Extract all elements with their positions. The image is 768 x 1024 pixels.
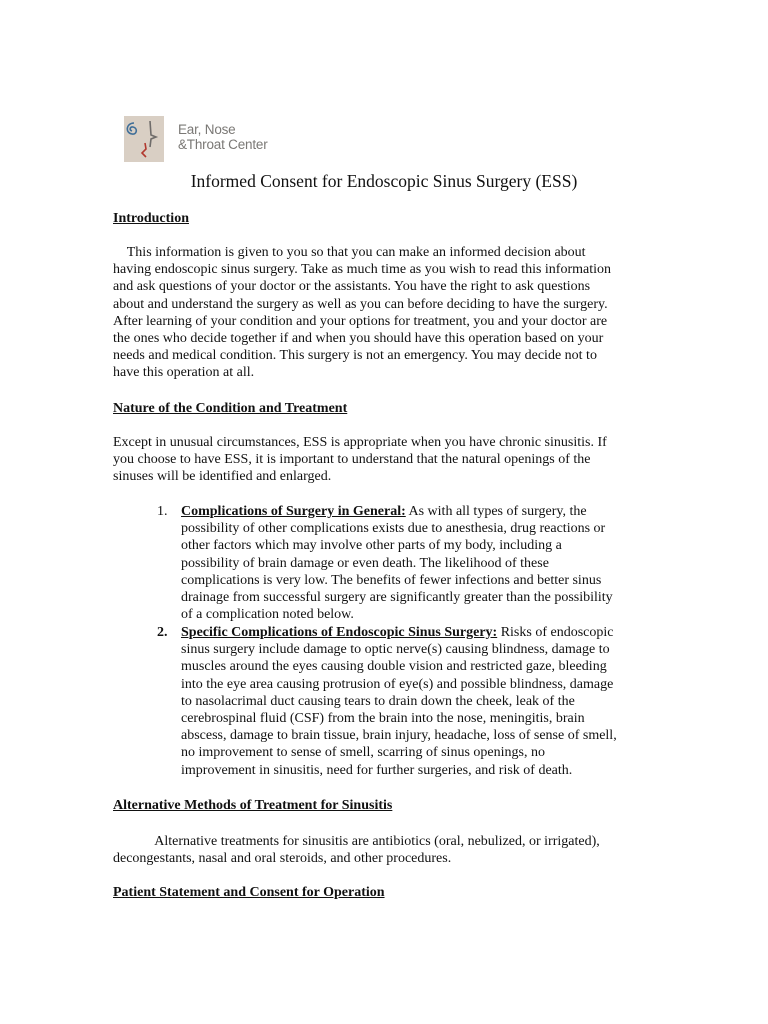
list-item-line: cerebrospinal fluid (CSF) from the brain into the nose, meningitis, brain bbox=[181, 711, 585, 727]
list-item-line: to nasolacrimal duct causing tears to drain down the cheek, leak of the bbox=[181, 693, 575, 709]
face-profile-logo-icon bbox=[120, 113, 168, 165]
paragraph-line: decongestants, nasal and oral steroids, and other procedures. bbox=[113, 851, 452, 867]
logo-wordmark bbox=[178, 122, 268, 152]
paragraph-line: needs and medical condition. This surgery is not an emergency. You may decide not to bbox=[113, 348, 597, 364]
list-item-line: into the eye area causing protrusion of eye(s) and possible blindness, damage bbox=[181, 676, 614, 692]
ent-center-logo bbox=[120, 113, 290, 165]
list-item-line: other factors which may involve other parts of my body, including a bbox=[181, 538, 562, 554]
paragraph-line: After learning of your condition and your options for treatment, you and your doctor are bbox=[113, 313, 608, 329]
logo-line-2: &Throat Center bbox=[178, 137, 268, 152]
document-title: Informed Consent for Endoscopic Sinus Surgery (ESS) bbox=[190, 171, 578, 191]
list-item-line: drainage from successful surgery are significantly greater than the possibility bbox=[181, 590, 613, 606]
list-item-line: improvement in sinusitis, need for further surgeries, and risk of death. bbox=[181, 762, 573, 778]
section-heading-consent: Patient Statement and Consent for Operation bbox=[113, 885, 385, 900]
list-item-line: no improvement to sense of smell, scarring of sinus openings, no bbox=[181, 745, 545, 761]
paragraph-line: Alternative treatments for sinusitis are antibiotics (oral, nebulized, or irrigated), bbox=[113, 834, 600, 849]
list-item-line: muscles around the eyes causing double vision and restricted gaze, bleeding bbox=[181, 659, 607, 675]
list-item-text: Risks of endoscopic bbox=[497, 625, 614, 640]
list-item-line: sinus surgery include damage to optic nerve(s) causing blindness, damage to bbox=[181, 642, 610, 658]
paragraph-line: and ask questions of your doctor or the assistants. You have the right to ask questions bbox=[113, 279, 591, 295]
list-item-text: As with all types of surgery, the bbox=[405, 504, 587, 519]
list-item-line: abscess, damage to brain tissue, brain injury, headache, loss of sense of smell, bbox=[181, 728, 617, 744]
paragraph-line: about and understand the surgery as well as you can before deciding to have the surgery. bbox=[113, 296, 608, 312]
list-item-line: of a complication noted below. bbox=[181, 607, 354, 623]
logo-line-1: Ear, Nose bbox=[178, 122, 236, 137]
list-item bbox=[157, 503, 661, 623]
list-item-line: possibility of other complications exists due to anesthesia, drug reactions or bbox=[181, 521, 606, 537]
introduction-paragraph bbox=[113, 244, 658, 382]
paragraph-line: have this operation at all. bbox=[113, 365, 255, 381]
section-heading-alternatives: Alternative Methods of Treatment for Sinusitis bbox=[113, 798, 393, 813]
list-number: 1. bbox=[157, 504, 168, 519]
paragraph-line: having endoscopic sinus surgery. Take as much time as you wish to read this information bbox=[113, 262, 612, 278]
paragraph-line: This information is given to you so that you can make an informed decision about bbox=[113, 245, 586, 260]
section-heading-introduction: Introduction bbox=[113, 211, 189, 226]
list-item-line: possibility of brain damage or even death. The likelihood of these bbox=[181, 555, 549, 571]
list-item-lead: Specific Complications of Endoscopic Sinus Surgery: bbox=[181, 625, 498, 640]
alternatives-paragraph bbox=[113, 833, 658, 867]
section-heading-nature: Nature of the Condition and Treatment bbox=[113, 401, 348, 416]
list-item-line: complications is very low. The benefits of fewer infections and better sinus bbox=[181, 572, 602, 588]
paragraph-line: you choose to have ESS, it is important to understand that the natural openings of the bbox=[113, 452, 591, 468]
paragraph-line: the ones who decide together if and when you should have this operation based on your bbox=[113, 331, 604, 347]
paragraph-line: sinuses will be identified and enlarged. bbox=[113, 469, 332, 485]
list-item-lead: Complications of Surgery in General: bbox=[181, 504, 406, 519]
list-number: 2. bbox=[157, 625, 168, 640]
nature-paragraph bbox=[113, 434, 658, 486]
paragraph-line: Except in unusual circumstances, ESS is appropriate when you have chronic sinusitis. If bbox=[113, 435, 607, 450]
list-item bbox=[157, 624, 661, 779]
